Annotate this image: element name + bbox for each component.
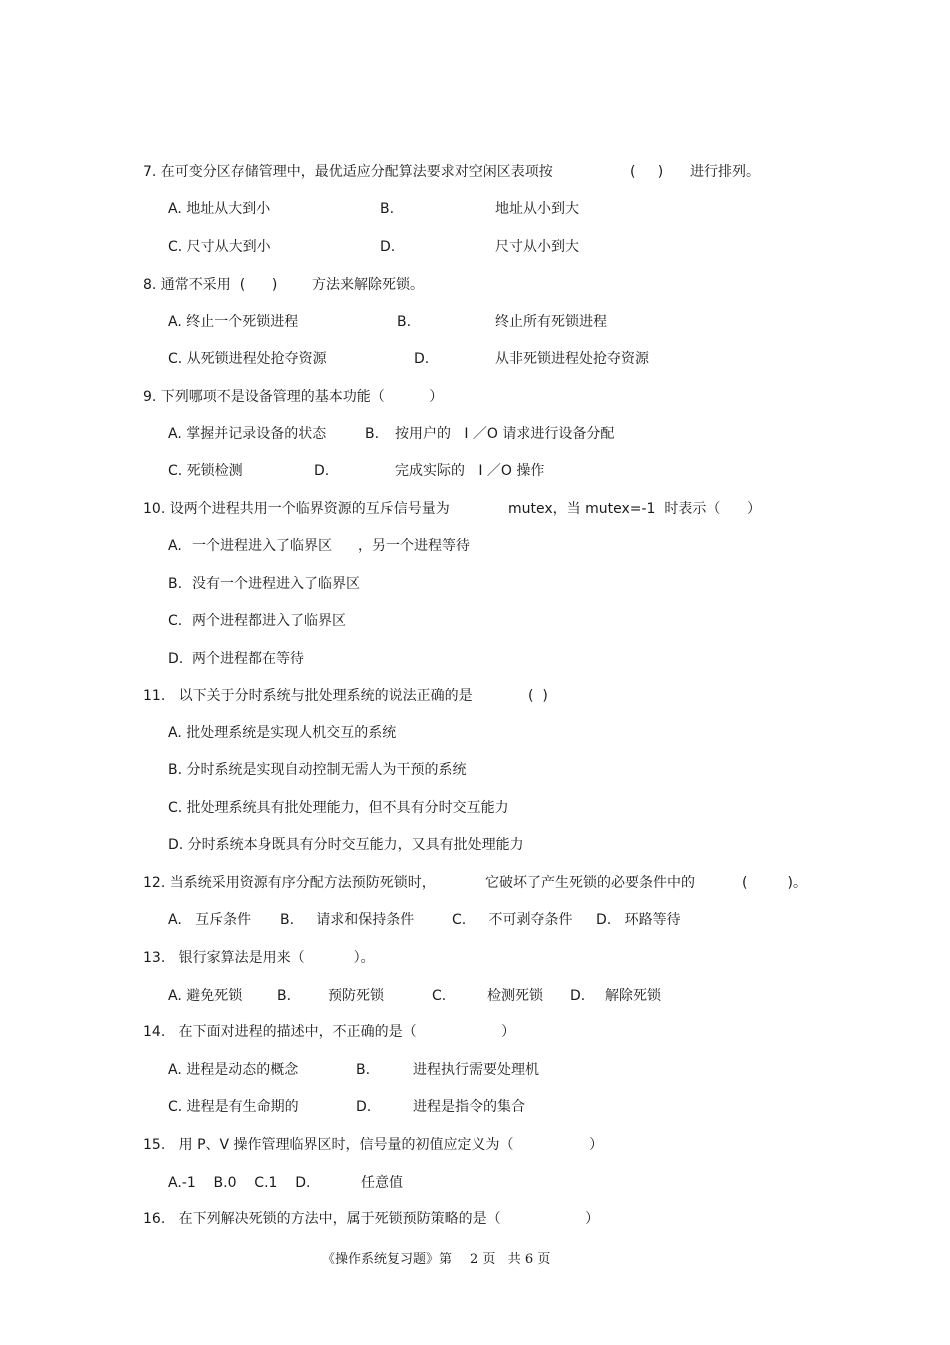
q10-option-d-label: D. bbox=[168, 651, 184, 667]
q14-stem: 14. 在下面对进程的描述中，不正确的是（ ） bbox=[143, 1024, 516, 1040]
q11-option-c: C. 批处理系统具有批处理能力，但不具有分时交互能力 bbox=[168, 800, 509, 816]
q8-stem: 8. 通常不采用 ( ) bbox=[143, 277, 278, 293]
q8-option-d-label: D. bbox=[414, 351, 430, 367]
q8-option-a: A. 终止一个死锁进程 bbox=[168, 314, 299, 330]
q9-option-c: C. 死锁检测 bbox=[168, 463, 243, 479]
q12-option-c: C. 不可剥夺条件 bbox=[452, 912, 573, 928]
q11-option-a: A. 批处理系统是实现人机交互的系统 bbox=[168, 725, 397, 741]
q7-option-b-label: B. bbox=[380, 201, 395, 217]
q9-option-a: A. 掌握并记录设备的状态 bbox=[168, 426, 327, 442]
q7-stem-end: 进行排列。 bbox=[690, 164, 760, 180]
q14-option-d-text: 进程是指令的集合 bbox=[413, 1099, 525, 1115]
q8-option-d-text: 从非死锁进程处抢夺资源 bbox=[495, 351, 649, 367]
q11-option-d: D. 分时系统本身既具有分时交互能力，又具有批处理能力 bbox=[168, 837, 524, 853]
q12-option-a: A. 互斥条件 bbox=[168, 912, 252, 928]
q16-stem: 16. 在下列解决死锁的方法中，属于死锁预防策略的是（ ） bbox=[143, 1211, 600, 1227]
q14-option-b-label: B. bbox=[356, 1062, 371, 1078]
q7-option-d-label: D. bbox=[380, 239, 396, 255]
q8-option-b-text: 终止所有死锁进程 bbox=[495, 314, 607, 330]
q13-option-c-text: 检测死锁 bbox=[487, 988, 543, 1004]
q13-option-b-text: 预防死锁 bbox=[328, 988, 384, 1004]
q7-option-c: C. 尺寸从大到小 bbox=[168, 239, 271, 255]
q15-option-d-text: 任意值 bbox=[361, 1175, 403, 1191]
q7-option-a: A. 地址从大到小 bbox=[168, 201, 271, 217]
q13-option-a: A. 避免死锁 bbox=[168, 988, 243, 1004]
q10-option-b-label: B. bbox=[168, 576, 183, 592]
q9-option-d-label: D. bbox=[314, 463, 330, 479]
q12-stem: 12. 当系统采用资源有序分配方法预防死锁时， bbox=[143, 875, 436, 891]
q10-option-d-text: 两个进程都在等待 bbox=[192, 651, 304, 667]
q12-option-d: D. 环路等待 bbox=[596, 912, 681, 928]
footer-page-number: 2 页 共 6 页 bbox=[470, 1252, 551, 1267]
q7-option-d-text: 尺寸从小到大 bbox=[495, 239, 579, 255]
q13-option-d-text: 解除死锁 bbox=[605, 988, 661, 1004]
q9-option-b-label: B. bbox=[365, 426, 380, 442]
q14-option-a: A. 进程是动态的概念 bbox=[168, 1062, 299, 1078]
q10-option-a-label: A. bbox=[168, 538, 182, 554]
q8-option-b-label: B. bbox=[397, 314, 412, 330]
q13-option-d-label: D. bbox=[570, 988, 586, 1004]
q13-stem: 13. 银行家算法是用来（ ）。 bbox=[143, 950, 375, 966]
q12-blank: ( )。 bbox=[742, 875, 807, 891]
q12-stem-mid: 它破坏了产生死锁的必要条件中的 bbox=[485, 875, 695, 891]
q13-option-b-label: B. bbox=[277, 988, 292, 1004]
q14-option-d-label: D. bbox=[356, 1099, 372, 1115]
q10-option-a-text: 一个进程进入了临界区 bbox=[192, 538, 332, 554]
q9-stem: 9. 下列哪项不是设备管理的基本功能（ ） bbox=[143, 389, 444, 405]
q7-stem: 7. 在可变分区存储管理中，最优适应分配算法要求对空闲区表项按 bbox=[143, 164, 553, 180]
q12-option-b: B. 请求和保持条件 bbox=[280, 912, 415, 928]
q7-blank: ( ) bbox=[630, 164, 664, 180]
q8-option-c: C. 从死锁进程处抢夺资源 bbox=[168, 351, 327, 367]
q7-option-b-text: 地址从小到大 bbox=[495, 201, 579, 217]
q10-option-b-text: 没有一个进程进入了临界区 bbox=[192, 576, 360, 592]
q10-option-c-label: C. bbox=[168, 613, 183, 629]
q11-blank: ( ) bbox=[528, 688, 548, 704]
q15-options: A.-1 B.0 C.1 D. bbox=[168, 1175, 311, 1191]
q9-option-b-text: 按用户的 I ／O 请求进行设备分配 bbox=[395, 426, 615, 442]
q11-option-b: B. 分时系统是实现自动控制无需人为干预的系统 bbox=[168, 762, 467, 778]
q10-option-c-text: 两个进程都进入了临界区 bbox=[192, 613, 346, 629]
q14-option-b-text: 进程执行需要处理机 bbox=[413, 1062, 539, 1078]
q10-stem-end: mutex，当 mutex=-1 时表示（ ） bbox=[508, 501, 762, 517]
q13-option-c-label: C. bbox=[432, 988, 447, 1004]
q10-option-a-text-end: ，另一个进程等待 bbox=[358, 538, 470, 554]
q9-option-d-text: 完成实际的 I ／O 操作 bbox=[395, 463, 545, 479]
q14-option-c: C. 进程是有生命期的 bbox=[168, 1099, 299, 1115]
q11-stem: 11. 以下关于分时系统与批处理系统的说法正确的是 bbox=[143, 688, 473, 704]
q10-stem: 10. 设两个进程共用一个临界资源的互斥信号量为 bbox=[143, 501, 450, 517]
q15-stem: 15. 用 P、V 操作管理临界区时，信号量的初值应定义为（ ） bbox=[143, 1137, 604, 1153]
q8-stem-end: 方法来解除死锁。 bbox=[312, 277, 424, 293]
footer-title: 《操作系统复习题》第 bbox=[322, 1252, 453, 1267]
